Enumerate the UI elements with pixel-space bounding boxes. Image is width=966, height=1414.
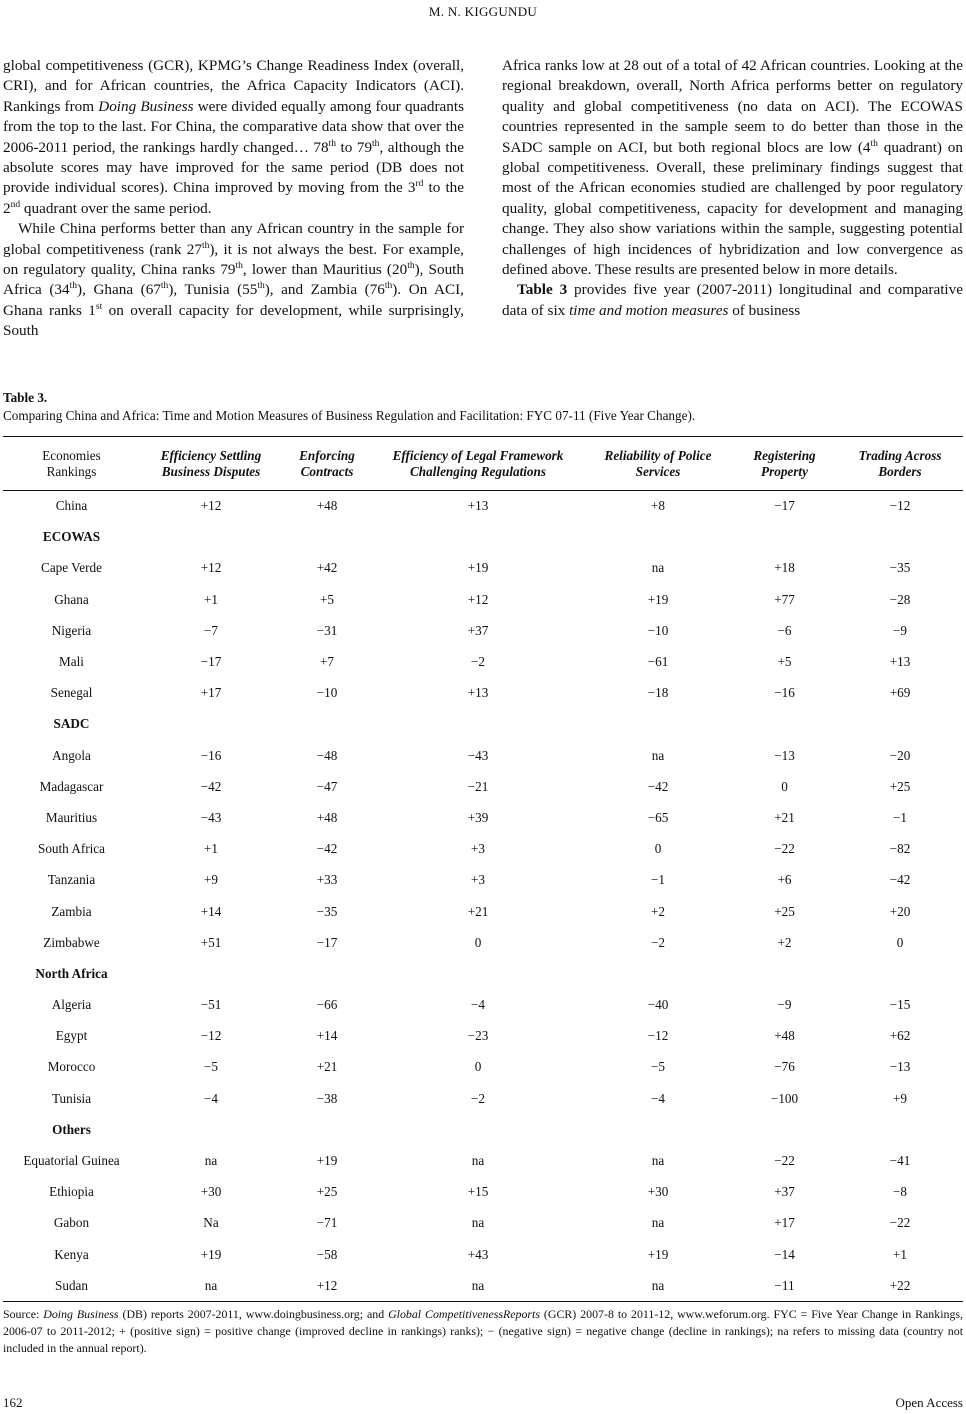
- table-cell: −100: [770, 1090, 799, 1106]
- table-cell: +77: [774, 591, 795, 607]
- economy-name: Ethiopia: [49, 1184, 94, 1200]
- table-cell: 0: [654, 841, 662, 857]
- economy-name: Tanzania: [47, 872, 96, 888]
- group-row: [3, 1114, 963, 1145]
- empty-cell: [372, 709, 584, 740]
- table-cell: −35: [316, 903, 338, 919]
- table-cell: +21: [467, 903, 489, 919]
- economy-name: Senegal: [50, 685, 93, 701]
- empty-cell: [584, 522, 732, 553]
- column-header-line: Registering: [753, 447, 816, 463]
- group-label: North Africa: [35, 965, 108, 981]
- table-cell: +19: [200, 1246, 222, 1262]
- right-paragraph-1: Africa ranks low at 28 out of a total of 42 African countries. Looking at the regional breakdown, overall, North Africa performs better on regulatory quality and global competitiveness (no data on ACI). The ECOWAS countries represented in the sample seem to do better than those in the SADC sample on ACI, but both regional blocs are low (4th quadrant) on global competitiveness. Overall, these preliminary findings suggest that most of the African economies studied are challenged by poor regulatory quality, global competitiveness, capacity for development and managing change. They also show variations within the sample, suggesting potential challenges of high incidences of hybridization and low convergence as defined above. These results are presented below in more details.: [502, 57, 963, 279]
- table-cell: +25: [316, 1184, 338, 1200]
- table-cell: −18: [647, 685, 669, 701]
- table-cell: −22: [774, 841, 795, 857]
- table-cell: na: [651, 560, 665, 576]
- table-row: [3, 1145, 963, 1176]
- column-header: [140, 437, 282, 491]
- right-column: [502, 56, 963, 342]
- table-caption: [3, 389, 963, 425]
- source-note: Source: Doing Business (DB) reports 2007-2011, www.doingbusiness.org; and Global CompetitivenessReports (GCR) 2007-8 to 2011-12, www.weforum.org. FYC = Five Year Change in Rankings, 2006-07 to 2011-2012; + (positive sign) = positive change (improved decline in rankings) ranks); − (negative sign) = negative change (decline in rankings); na refers to missing data (country not included in the annual report).: [3, 1307, 963, 1355]
- column-header-line: Efficiency Settling: [160, 447, 262, 463]
- table-cell: −51: [200, 997, 222, 1013]
- table-cell: −9: [892, 622, 908, 638]
- group-label: Others: [52, 1121, 91, 1137]
- empty-cell: [282, 958, 372, 989]
- economy-name: Zambia: [51, 903, 92, 919]
- table-cell: −20: [889, 747, 911, 763]
- table-cell: +12: [200, 498, 222, 514]
- table-cell: −13: [889, 1059, 911, 1075]
- table-cell: +19: [467, 560, 489, 576]
- economy-name: Nigeria: [51, 622, 92, 638]
- table-row: [3, 740, 963, 771]
- table-cell: +30: [200, 1184, 222, 1200]
- empty-cell: [837, 709, 963, 740]
- column-header-line: Reliability of Police: [604, 447, 712, 463]
- table-cell: +48: [774, 1028, 795, 1044]
- table-cell: +5: [777, 654, 792, 670]
- economy-name: Equatorial Guinea: [23, 1153, 120, 1169]
- column-header-line: Business Disputes: [161, 463, 261, 479]
- economy-name: Cape Verde: [41, 560, 102, 576]
- left-paragraph-2: While China performs better than any African country in the sample for global competitiveness (rank 27th), it is not always the best. For example, on regulatory quality, China ranks 79th, lower than Mauritius (20th), South Africa (34th), Ghana (67th), Tunisia (55th), and Zambia (76th). On ACI, Ghana ranks 1st on overall capacity for development, while surprisingly, South: [3, 220, 464, 340]
- empty-cell: [372, 522, 584, 553]
- empty-cell: [282, 1114, 372, 1145]
- empty-cell: [372, 958, 584, 989]
- table-cell: +1: [203, 841, 219, 857]
- table-row: [3, 615, 963, 646]
- table-cell: +1: [203, 591, 219, 607]
- table-cell: +13: [889, 654, 911, 670]
- table-row: [3, 927, 963, 958]
- table-cell: −43: [467, 747, 489, 763]
- table-cell: na: [372, 1270, 584, 1301]
- table-cell: +33: [316, 872, 338, 888]
- empty-cell: [584, 709, 732, 740]
- table-row: [3, 1177, 963, 1208]
- running-head: M. N. KIGGUNDU: [428, 4, 538, 19]
- table-cell: +21: [774, 809, 795, 825]
- table-cell: −48: [316, 747, 338, 763]
- table-cell: +17: [200, 685, 222, 701]
- column-header-line: Economies: [42, 447, 101, 463]
- table-cell: +2: [650, 903, 666, 919]
- table-cell: +2: [777, 934, 792, 950]
- table-cell: +12: [467, 591, 489, 607]
- table-cell: −66: [316, 997, 338, 1013]
- table-cell: na: [471, 1215, 485, 1231]
- column-header-line: Trading Across: [858, 447, 942, 463]
- table-row: [3, 1083, 963, 1114]
- table-cell: +25: [889, 778, 911, 794]
- column-header-line: Property: [761, 463, 808, 479]
- table-cell: −7: [203, 622, 219, 638]
- table-cell: −42: [889, 872, 911, 888]
- table-cell: 0: [781, 778, 788, 794]
- economy-name: Madagascar: [39, 778, 104, 794]
- empty-cell: [732, 522, 837, 553]
- table-row: [3, 990, 963, 1021]
- economy-name: Morocco: [47, 1059, 96, 1075]
- empty-cell: [837, 1114, 963, 1145]
- table-cell: −47: [316, 778, 338, 794]
- table-cell: −61: [647, 654, 669, 670]
- table-cell: +13: [467, 498, 489, 514]
- table-row: [3, 491, 963, 522]
- table-cell: −10: [647, 622, 669, 638]
- table-cell: −42: [316, 841, 338, 857]
- table-row: [3, 1239, 963, 1270]
- economy-name: Gabon: [53, 1215, 90, 1231]
- empty-cell: [140, 958, 282, 989]
- table-cell: −76: [774, 1059, 795, 1075]
- empty-cell: [282, 709, 372, 740]
- table-cell: +62: [889, 1028, 911, 1044]
- empty-cell: [732, 1114, 837, 1145]
- right-paragraph-2: Table 3 provides five year (2007-2011) longitudinal and comparative data of six time and motion measures of business: [502, 281, 963, 319]
- table-cell: +8: [650, 498, 666, 514]
- column-header-line: Efficiency of Legal Framework: [392, 447, 564, 463]
- table-cell: na: [651, 1215, 665, 1231]
- table-cell: −12: [200, 1028, 222, 1044]
- group-label: ECOWAS: [42, 529, 101, 545]
- table-cell: +15: [467, 1184, 489, 1200]
- table-cell: −14: [774, 1246, 795, 1262]
- empty-cell: [372, 1114, 584, 1145]
- table-cell: +3: [470, 841, 486, 857]
- table-cell: +6: [777, 872, 792, 888]
- empty-cell: [584, 1114, 732, 1145]
- column-header-line: Contracts: [300, 463, 354, 479]
- table-cell: +14: [200, 903, 222, 919]
- economy-name: Algeria: [51, 997, 92, 1013]
- table-row: [3, 865, 963, 896]
- column-header: [584, 437, 732, 491]
- table-cell: −10: [316, 685, 338, 701]
- column-header: [732, 437, 837, 491]
- table-cell: −38: [316, 1090, 338, 1106]
- empty-cell: [732, 958, 837, 989]
- economy-name: Mauritius: [45, 809, 98, 825]
- data-table: [3, 436, 963, 1302]
- table-cell: −21: [467, 778, 489, 794]
- table-cell: +7: [319, 654, 335, 670]
- column-header: [3, 437, 140, 491]
- table-cell: −22: [774, 1153, 795, 1169]
- economy-name: Egypt: [55, 1028, 88, 1044]
- column-header-line: Services: [635, 463, 681, 479]
- economy-name: South Africa: [37, 841, 106, 857]
- table-cell: na: [140, 1270, 282, 1301]
- group-label: SADC: [53, 716, 90, 732]
- table-cell: −6: [777, 622, 792, 638]
- economy-name: Mali: [59, 654, 84, 670]
- table-cell: −8: [892, 1184, 908, 1200]
- empty-cell: [140, 522, 282, 553]
- empty-cell: [282, 522, 372, 553]
- economy-name: Angola: [52, 747, 91, 763]
- table-cell: +42: [316, 560, 338, 576]
- economy-name: Zimbabwe: [43, 934, 100, 950]
- economy-name: Ghana: [54, 591, 89, 607]
- table-cell: Na: [203, 1215, 219, 1231]
- table-cell: +9: [203, 872, 219, 888]
- table-cell: −15: [889, 997, 911, 1013]
- table-cell: −1: [892, 809, 908, 825]
- economy-name: China: [55, 498, 88, 514]
- table-row: [3, 1208, 963, 1239]
- table-cell: −43: [200, 809, 222, 825]
- empty-cell: [732, 709, 837, 740]
- table-row: [3, 1052, 963, 1083]
- table-cell: −2: [470, 654, 486, 670]
- table-cell: −4: [470, 997, 486, 1013]
- column-header: [837, 437, 963, 491]
- table-cell: +19: [647, 1246, 669, 1262]
- table-cell: −13: [774, 747, 795, 763]
- table-cell: −2: [470, 1090, 486, 1106]
- table-cell: +48: [316, 498, 338, 514]
- table-row: [3, 802, 963, 833]
- table-cell: +1: [892, 1246, 908, 1262]
- table-cell: −4: [203, 1090, 219, 1106]
- table-cell: −5: [203, 1059, 219, 1075]
- table-cell: +51: [200, 934, 222, 950]
- table-label: Table 3.: [3, 390, 48, 405]
- table-cell: −16: [774, 685, 795, 701]
- column-header: [282, 437, 372, 491]
- table-cell: +13: [467, 685, 489, 701]
- page-number: 162: [3, 1395, 23, 1410]
- table-cell: −65: [647, 809, 669, 825]
- table-cell: +21: [316, 1059, 338, 1075]
- table-cell: 0: [474, 1059, 482, 1075]
- table-cell: na: [651, 747, 665, 763]
- table-cell: +30: [647, 1184, 669, 1200]
- column-header-line: Challenging Regulations: [410, 463, 546, 479]
- table-cell: +14: [316, 1028, 338, 1044]
- table-cell: −12: [647, 1028, 669, 1044]
- table-row: [3, 1021, 963, 1052]
- table-cell: +5: [319, 591, 335, 607]
- table-cell: 0: [474, 934, 482, 950]
- table-cell: −41: [889, 1153, 911, 1169]
- body-columns: [3, 56, 963, 342]
- table-row: [3, 646, 963, 677]
- table-cell: −40: [647, 997, 669, 1013]
- table-cell: −23: [467, 1028, 489, 1044]
- table-body: [3, 491, 963, 1302]
- table-cell: −35: [889, 560, 911, 576]
- table-cell: −42: [647, 778, 669, 794]
- table-cell: −9: [777, 997, 792, 1013]
- economy-name: Kenya: [54, 1246, 89, 1262]
- table-cell: +12: [200, 560, 222, 576]
- table-row: [3, 834, 963, 865]
- economy-name: Sudan: [3, 1270, 140, 1301]
- table-cell: −5: [650, 1059, 666, 1075]
- group-row: [3, 709, 963, 740]
- table-cell: +12: [282, 1270, 372, 1301]
- table-cell: −16: [200, 747, 222, 763]
- table-cell: na: [471, 1153, 485, 1169]
- column-header-line: Rankings: [46, 463, 97, 479]
- table-cell: +9: [892, 1090, 908, 1106]
- column-header-line: Borders: [878, 463, 922, 479]
- empty-cell: [140, 709, 282, 740]
- table-cell: −17: [200, 654, 222, 670]
- table-cell: −58: [316, 1246, 338, 1262]
- table-cell: +48: [316, 809, 338, 825]
- table-cell: +3: [470, 872, 486, 888]
- table-cell: na: [584, 1270, 732, 1301]
- table-cell: +43: [467, 1246, 489, 1262]
- table-cell: −11: [732, 1270, 837, 1301]
- table-cell: +69: [889, 685, 911, 701]
- table-cell: +19: [316, 1153, 338, 1169]
- left-column: [3, 56, 464, 342]
- table-header-row: [3, 437, 963, 491]
- table-row: [3, 771, 963, 802]
- column-header: [372, 437, 584, 491]
- table-cell: −4: [650, 1090, 666, 1106]
- empty-cell: [584, 958, 732, 989]
- left-paragraph-1: global competitiveness (GCR), KPMG’s Change Readiness Index (overall, CRI), and for African countries, the Africa Capacity Indicators (ACI). Rankings from Doing Business were divided equally among four quadrants from the top to the last. For China, the comparative data show that over the 2006-2011 period, the rankings hardly changed… 78th to 79th, although the absolute scores may have improved for the same period (DB does not provide individual scores). China improved by moving from the 3rd to the 2nd quadrant over the same period.: [3, 57, 465, 217]
- table-cell: −17: [774, 498, 795, 514]
- table-row: [3, 896, 963, 927]
- economy-name: Tunisia: [51, 1090, 92, 1106]
- table-cell: −71: [316, 1215, 338, 1231]
- table-cell: 0: [896, 934, 904, 950]
- table-caption-text: Comparing China and Africa: Time and Motion Measures of Business Regulation and Facilitation: FYC 07-11 (Five Year Change).: [3, 408, 696, 423]
- table-cell: −82: [889, 841, 911, 857]
- table-cell: +22: [837, 1270, 963, 1301]
- group-row: [3, 522, 963, 553]
- empty-cell: [837, 522, 963, 553]
- table-row: [3, 678, 963, 709]
- table-cell: −17: [316, 934, 338, 950]
- table-cell: na: [651, 1153, 665, 1169]
- table-cell: −12: [889, 498, 911, 514]
- table-row: [3, 1270, 963, 1301]
- table-cell: +20: [889, 903, 911, 919]
- empty-cell: [837, 958, 963, 989]
- table-cell: +39: [467, 809, 489, 825]
- table-cell: +17: [774, 1215, 795, 1231]
- table-cell: na: [204, 1153, 218, 1169]
- table-cell: −31: [316, 622, 338, 638]
- table-cell: +18: [774, 560, 795, 576]
- table-cell: +37: [774, 1184, 795, 1200]
- group-row: [3, 958, 963, 989]
- table-cell: +19: [647, 591, 669, 607]
- table-cell: −22: [889, 1215, 911, 1231]
- table-row: [3, 553, 963, 584]
- empty-cell: [140, 1114, 282, 1145]
- table-cell: −42: [200, 778, 222, 794]
- table-cell: −28: [889, 591, 911, 607]
- publisher-label: Open Access: [895, 1395, 963, 1410]
- column-header-line: Enforcing: [299, 447, 355, 463]
- table-row: [3, 584, 963, 615]
- table-cell: +25: [774, 903, 795, 919]
- table-cell: +37: [467, 622, 489, 638]
- table-cell: −2: [650, 934, 666, 950]
- table-cell: −1: [650, 872, 666, 888]
